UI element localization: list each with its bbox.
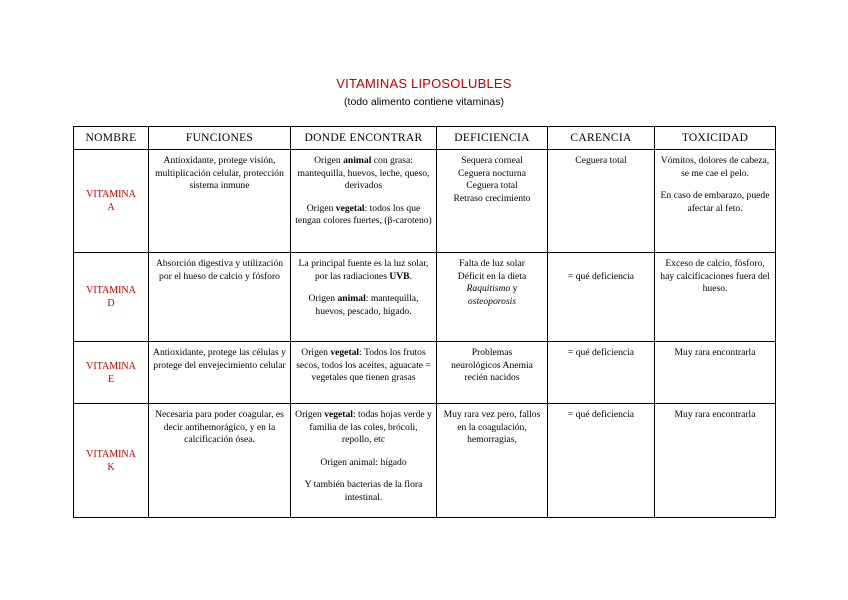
vitamin-name-line: VITAMINA: [86, 285, 136, 296]
vitamin-name-line: VITAMINA: [86, 448, 136, 460]
deficiencia-line: Ceguera total: [466, 180, 518, 192]
funciones-text: Antioxidante, protege las células y protege del envejecimiento celular: [153, 347, 286, 371]
toxicidad-cell: [655, 150, 776, 253]
donde-paragraph: Origen animal con grasa: mantequilla, huevos, leche, queso, derivados: [297, 155, 430, 192]
vitamin-letter: D: [107, 298, 115, 309]
deficiencia-cell: [437, 253, 548, 342]
table-row-vitamina-e: [74, 342, 776, 404]
carencia-cell: [548, 342, 655, 404]
deficiencia-line: Raquitismo y: [466, 283, 518, 295]
page-title: VITAMINAS LIPOSOLUBLES: [336, 76, 512, 91]
vitamin-letter: K: [107, 461, 115, 473]
header-deficiencia: DEFICIENCIA: [437, 127, 548, 150]
header-donde-encontrar: DONDE ENCONTRAR: [291, 127, 437, 150]
carencia-text: Ceguera total: [575, 155, 627, 166]
carencia-cell: [548, 253, 655, 342]
funciones-text: Antioxidante, protege visión, multiplicación celular, protección sistema inmune: [155, 155, 284, 192]
deficiencia-cell: [437, 342, 548, 404]
donde-paragraph: La principal fuente es la luz solar, por las radiaciones UVB.: [298, 258, 429, 282]
donde-paragraph: Origen vegetal: Todos los frutos secos, todos los aceites, aguacate = vegetales que tienen grasas: [296, 347, 431, 384]
funciones-cell: [149, 253, 291, 342]
toxicidad-cell: [655, 404, 776, 518]
header-nombre: NOMBRE: [74, 127, 149, 150]
funciones-cell: [149, 342, 291, 404]
deficiencia-text: Muy rara vez pero, fallos en la coagulación, hemorragias,: [443, 409, 541, 446]
table-row-vitamina-d: [74, 253, 776, 342]
funciones-cell: [149, 404, 291, 518]
vitamin-letter: E: [107, 373, 115, 385]
carencia-text: = qué deficiencia: [567, 347, 635, 358]
donde-cell: [291, 342, 437, 404]
donde-paragraph: Origen vegetal: todos los que tengan colores fuertes, (β-caroteno): [295, 202, 432, 227]
deficiencia-cell: [437, 404, 548, 518]
table-row-vitamina-k: [74, 404, 776, 518]
carencia-text: = qué deficiencia: [567, 409, 635, 420]
table-row-vitamina-a: [74, 150, 776, 253]
table-header-row: [74, 127, 776, 150]
vitamin-name-line: VITAMINA: [86, 360, 136, 372]
vitamin-name-cell: [74, 404, 149, 518]
deficiencia-line: Déficit en la dieta: [457, 270, 527, 282]
donde-paragraph: Origen animal: mantequilla, huevos, pescado, hígado.: [308, 293, 419, 317]
donde-cell: [291, 253, 437, 342]
toxicidad-cell: [655, 253, 776, 342]
vitamins-table: [73, 126, 776, 518]
funciones-text: Absorción digestiva y utilización por el hueso de calcio y fósforo: [155, 258, 284, 282]
header-toxicidad: TOXICIDAD: [655, 127, 776, 150]
deficiencia-line: Retraso crecimiento: [453, 192, 531, 204]
deficiencia-line: osteoporosis: [467, 295, 517, 307]
vitamin-name-cell: [74, 342, 149, 404]
toxicidad-text: Vómitos, dolores de cabeza, se me cae el pelo.: [660, 155, 770, 179]
vitamin-name-cell: [74, 150, 149, 253]
toxicidad-text: Muy rara encontrarla: [674, 409, 756, 420]
carencia-cell: [548, 150, 655, 253]
carencia-text: = qué deficiencia: [567, 271, 635, 282]
donde-paragraph: Origen vegetal: todas hojas verde y familia de las coles, brócoli, repollo, etc: [295, 409, 432, 446]
toxicidad-cell: [655, 342, 776, 404]
carencia-cell: [548, 404, 655, 518]
donde-paragraph: Y también bacterias de la flora intestinal.: [304, 479, 423, 503]
donde-paragraph: Origen animal: hígado: [320, 456, 407, 468]
deficiencia-line: Falta de luz solar: [459, 258, 525, 269]
deficiencia-cell: [437, 150, 548, 253]
funciones-text: Necesaria para poder coagular, es decir antihemorágico, y en la calcificación ósea.: [155, 409, 284, 446]
header-funciones: FUNCIONES: [149, 127, 291, 150]
toxicidad-text: Exceso de calcio, fósforo, hay calcificaciones fuera del hueso.: [660, 258, 770, 295]
page-subtitle: (todo alimento contiene vitaminas): [344, 96, 504, 108]
deficiencia-text: Problemas neurológicos Anemia recién nacidos: [451, 347, 533, 384]
donde-cell: [291, 150, 437, 253]
vitamin-letter: A: [107, 202, 115, 213]
toxicidad-text: En caso de embarazo, puede afectar al feto.: [660, 190, 770, 214]
deficiencia-line: Ceguera nocturna: [458, 167, 526, 179]
header-carencia: CARENCIA: [548, 127, 655, 150]
funciones-cell: [149, 150, 291, 253]
toxicidad-text: Muy rara encontrarla: [674, 347, 756, 358]
donde-cell: [291, 404, 437, 518]
vitamin-name-cell: [74, 253, 149, 342]
vitamin-name-line: VITAMINA: [86, 189, 136, 200]
deficiencia-line: Sequera corneal: [461, 155, 523, 166]
